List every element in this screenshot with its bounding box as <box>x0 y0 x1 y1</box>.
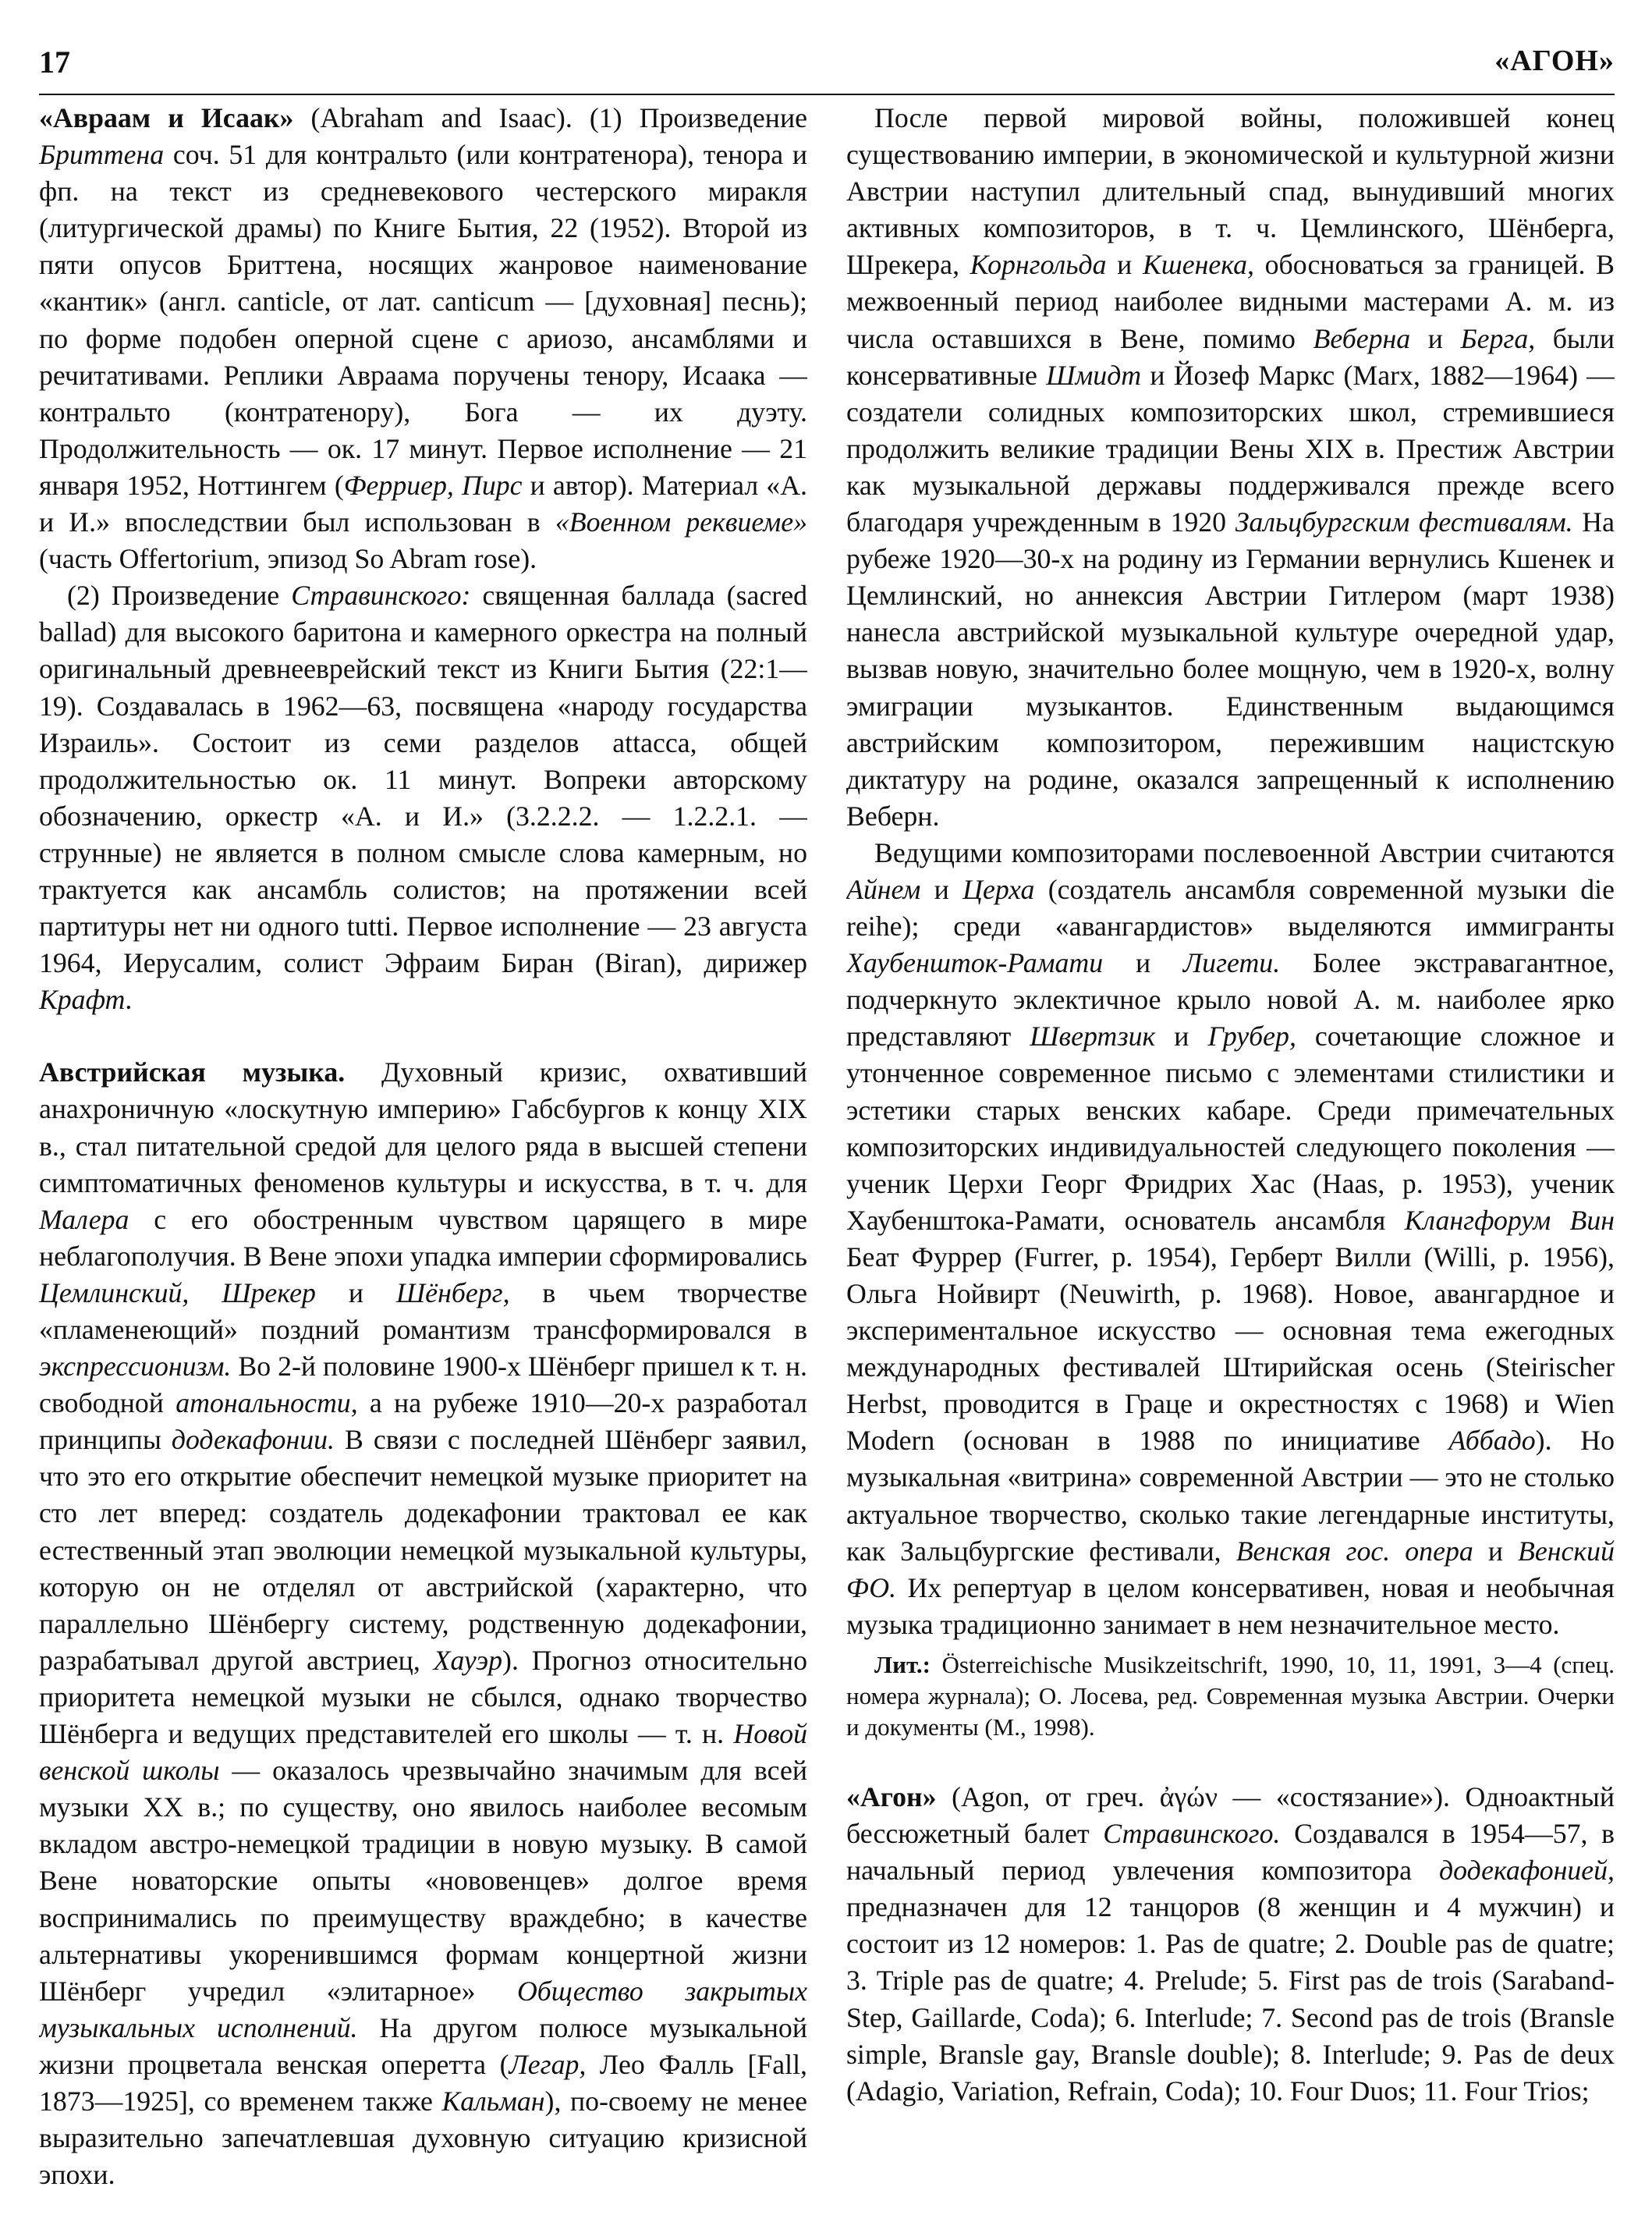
cross-reference: Венский ФО. <box>846 1535 1615 1603</box>
entry-term: Австрийская музыка. <box>39 1056 346 1088</box>
entry-term: «Агон» <box>846 1780 937 1812</box>
entry-austrian-p1: Австрийская музыка. Духовный кризис, охвативший анахроничную «лоскутную империю» Габсбургов к концу XIX в., стал питательной средой для целого ряда в высшей степени симптоматичных феноменов культуры и искусства, в т. ч. для Малера с его обостренным чувством царящего в мире неблагополучия. В Вене эпохи упадка империи сформировались Цемлинский, Шрекер и Шёнберг, в чьем творчестве «пламенеющий» поздний романтизм трансформировался в экспрессионизм. Во 2-й половине 1900-х Шёнберг пришел к т. н. свободной атональности, а на рубеже 1910—20-х разработал принципы додекафонии. В связи с последней Шёнберг заявил, что это его открытие обеспечит немецкой музыке приоритет на сто лет вперед: создатель додекафонии трактовал ее как естественный этап эволюции немецкой музыкальной культуры, которую он не отделял от австрийской (характерно, что параллельно Шёнбергу систему, родственную додекафонии, разрабатывал другой австриец, Хауэр). Прогноз относительно приоритета немецкой музыки не сбылся, однако творчество Шёнберга и ведущих представителей его школы — т. н. Новой венской школы — оказалось чрезвычайно значимым для всей музыки XX в.; по существу, оно явилось наиболее весомым вкладом австро-немецкой традиции в новую музыку. В самой Вене новаторские опыты «нововенцев» долгое время воспринимались по преимуществу враждебно; в качестве альтернативы укоренившимся формам концертной жизни Шёнберг учредил «элитарное» Общество закрытых музыкальных исполнений. На другом полюсе музыкальной жизни процветала венская оперетта (Легар, Лео Фалль [Fall, 1873—1925], со временем также Кальман), по-своему не менее выразительно запечатлевшая духовную ситуацию кризисной эпохи. <box>39 1056 807 2191</box>
cross-reference: Венская гос. опера <box>1235 1535 1473 1567</box>
entry-term: «Авраам и Исаак» <box>39 102 294 133</box>
cross-reference: Стравинского: <box>291 580 471 612</box>
entry-agon-p1: «Агон» (Agon, от греч. ἀγών — «состязание»). Одноактный бессюжетный балет Стравинского. Создавался в 1954—57, в начальный период увлечения композитора додекафонией, предназначен для 12 танцоров (8 женщин и 4 мужчин) и состоит из 12 номеров: 1. Pas de quatre; 2. Double pas de quatre; 3. Triple pas de quatre; 4. Prelude; 5. First pas de trois (Saraband-Step, Gaillarde, Coda); 6. Interlude; 7. Second pas de trois (Bransle simple, Bransle gay, Bransle double); 8. Interlude; 9. Pas de deux (Adagio, Variation, Refrain, Coda); 10. Four Duos; 11. Four Trios; <box>846 1780 1615 2107</box>
entry-avraam-p1: «Авраам и Исаак» (Abraham and Isaac). (1) Произведение Бриттена соч. 51 для контральто (или контратенора), тенора и фп. на текст из средневекового честерского миракля (литургической драмы) по Книге Бытия, 22 (1952). Второй из пяти опусов Бриттена, носящих жанровое наименование «кантик» (англ. canticle, от лат. canticum — [духовная] песнь); по форме подобен оперной сцене с ариозо, ансамблями и речитативами. Реплики Авраама поручены тенору, Исаака — контральто (контратенору), Бога — их дуэту. Продолжительность — ок. 17 минут. Первое исполнение — 21 января 1952, Ноттингем (Ферриер, Пирс и автор). Материал «А. и И.» впоследствии был использован в «Военном реквиеме» (часть Offertorium, эпизод So Abram rose). <box>39 102 807 575</box>
cross-reference: додекафонией, <box>1439 1855 1615 1887</box>
cross-reference: «Военном реквиеме» <box>555 506 807 538</box>
entry-austrian-p2: После первой мировой войны, положившей конец существованию империи, в экономической и культурной жизни Австрии наступил длительный спад, вынудивший многих активных композиторов, в т. ч. Цемлинского, Шёнберга, Шрекера, Корнгольда и Кшенека, обосноваться за границей. В межвоенный период наиболее видными мастерами А. м. из числа оставшихся в Вене, помимо Веберна и Берга, были консервативные Шмидт и Йозеф Маркс (Marx, 1882—1964) — создатели солидных композиторских школ, стремившиеся продолжить великие традиции Вены XIX в. Престиж Австрии как музыкальной державы поддерживался прежде всего благодаря учрежденным в 1920 Зальцбургским фестивалям. На рубеже 1920—30-х на родину из Германии вернулись Кшенек и Цемлинский, но аннексия Австрии Гитлером (март 1938) нанесла австрийской музыкальной культуре очередной удар, вызвав новую, значительно более мощную, чем в 1920-х, волну эмиграции музыкантов. Единственным выдающимся австрийским композитором, пережившим нацистскую диктатуру на родине, оказался запрещенный к исполнению Веберн. <box>846 102 1615 832</box>
cross-reference: Кальман <box>441 2085 545 2117</box>
entry-separator <box>39 1018 807 1054</box>
cross-reference: Бриттена <box>39 139 165 171</box>
entry-avraam-p2: (2) Произведение Стравинского: священная баллада (sacred ballad) для высокого баритона и камерного оркестра на полный оригинальный древнееврейский текст из Книги Бытия (22:1—19). Создавалась в 1962—63, посвящена «народу государства Израиль». Состоит из семи разделов attacca, общей продолжительностью ок. 11 минут. Вопреки авторскому обозначению, оркестр «А. и И.» (3.2.2.2. — 1.2.2.1. — струнные) не является в полном смысле слова камерным, но трактуется как ансамбль солистов; на протяжении всей партитуры нет ни одного tutti. Первое исполнение — 23 августа 1964, Иерусалим, солист Эфраим Биран (Biran), дирижер Крафт. <box>39 580 807 1016</box>
cross-reference: Стравинского. <box>1103 1818 1281 1850</box>
cross-reference: Лигети. <box>1182 947 1281 979</box>
running-head: «АГОН» <box>1494 44 1615 77</box>
cross-reference: Веберна <box>1313 322 1411 354</box>
cross-reference: додекафонии. <box>171 1424 335 1456</box>
cross-reference: Шёнберг, <box>395 1276 510 1308</box>
cross-reference: Аббадо <box>1448 1425 1536 1457</box>
entry-separator <box>846 1743 1615 1779</box>
left-column <box>39 100 807 2206</box>
cross-reference: Корнгольда <box>970 249 1107 281</box>
cross-reference: Новой венской школы <box>39 1718 807 1787</box>
cross-reference: экспрессионизм. <box>39 1351 232 1383</box>
cross-reference: Швертзик <box>1030 1021 1156 1053</box>
cross-reference: Общество закрытых музыкальных исполнений. <box>39 1975 807 2043</box>
cross-reference: Хауэр <box>433 1644 503 1676</box>
cross-reference: Кшенека, <box>1142 249 1254 281</box>
cross-reference: Ферриер, Пирс <box>343 469 523 501</box>
entry-austrian-p3: Ведущими композиторами послевоенной Австрии считаются Айнем и Церха (создатель ансамбля современной музыки die reihe); среди «авангардистов» выделяются иммигранты Хаубеншток-Рамати и Лигети. Более экстравагантное, подчеркнуто эклектичное крыло новой А. м. наиболее ярко представляют Швертзик и Грубер, сочетающие сложное и утонченное современное письмо с элементами стилистики и эстетики старых венских кабаре. Среди примечательных композиторских индивидуальностей следующего поколения — ученик Церхи Георг Фридрих Хас (Haas, р. 1953), ученик Хаубенштока-Рамати, основатель ансамбля Клангфорум Вин Беат Фуррер (Furrer, р. 1954), Герберт Вилли (Willi, р. 1956), Ольга Нойвирт (Neuwirth, р. 1968). Новое, авангардное и экспериментальное искусство — основная тема ежегодных международных фестивалей Штирийская осень (Steirischer Herbst, проводится в Граце и окрестностях с 1968) и Wien Modern (основан в 1988 по инициативе Аббадо). Но музыкальная «витрина» современной Австрии — это не столько актуальное творчество, сколько такие легендарные институты, как Зальцбургские фестивали, Венская гос. опера и Венский ФО. Их репертуар в целом консервативен, новая и необычная музыка традиционно занимает в нем незначительное место. <box>846 836 1615 1640</box>
cross-reference: Клангфорум Вин <box>1404 1204 1615 1236</box>
cross-reference: Хаубеншток-Рамати <box>846 947 1104 979</box>
page-number: 17 <box>39 44 70 80</box>
cross-reference: Айнем <box>846 873 921 905</box>
page-header <box>39 39 1615 95</box>
cross-reference: Церха <box>962 873 1035 905</box>
cross-reference: Берга, <box>1460 322 1536 354</box>
cross-reference: Крафт <box>39 984 126 1016</box>
right-column <box>846 100 1615 2206</box>
cross-reference: Грубер, <box>1207 1021 1296 1053</box>
cross-reference: Малера <box>39 1203 129 1235</box>
cross-reference: атональности, <box>175 1387 358 1419</box>
cross-reference: Легар, <box>509 2048 587 2080</box>
cross-reference: Шмидт <box>1046 359 1142 391</box>
cross-reference: Цемлинский, Шрекер <box>39 1276 316 1308</box>
cross-reference: Зальцбургским фестивалям. <box>1235 506 1573 538</box>
literature-label: Лит.: <box>874 1650 931 1678</box>
literature-references: Лит.: Österreichische Musikzeitschrift, 1990, 10, 11, 1991, 3—4 (спец. номера журнала); О. Лосева, ред. Современная музыка Австрии. Очерки и документы (М., 1998). <box>846 1650 1615 1741</box>
